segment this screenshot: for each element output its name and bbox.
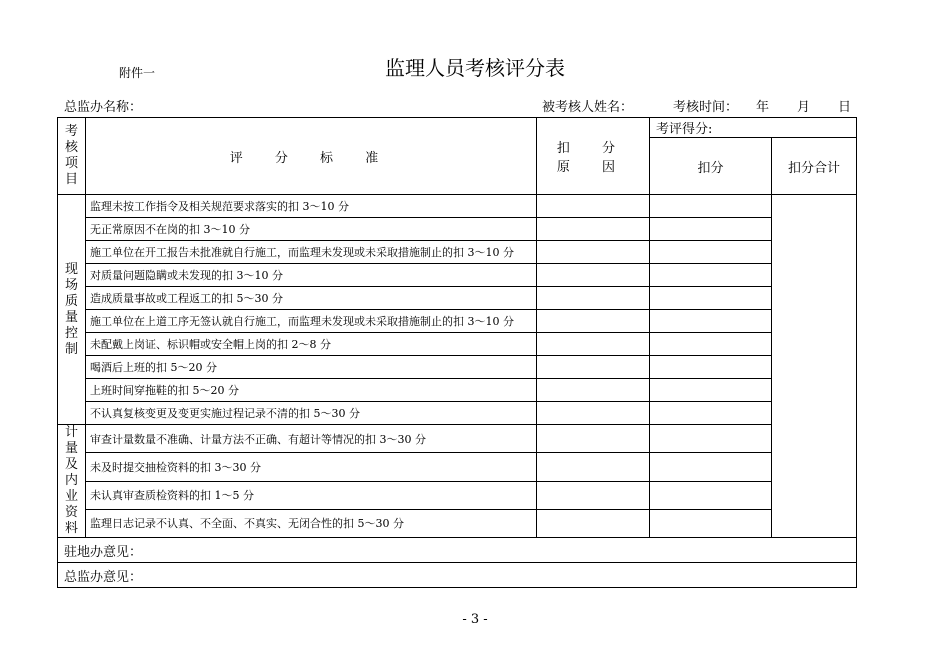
deduct-input[interactable] [650, 218, 772, 241]
reason-input[interactable] [537, 310, 650, 333]
table-row [58, 333, 857, 356]
year-label: 年 [756, 100, 770, 115]
reason-input[interactable] [537, 218, 650, 241]
attachment-label: 附件一 [119, 66, 156, 80]
criteria-cell: 未及时提交抽检资料的扣 3～30 分 [86, 453, 537, 481]
deduct-input[interactable] [650, 195, 772, 218]
deduct-input[interactable] [650, 333, 772, 356]
reason-input[interactable] [537, 241, 650, 264]
table-row [58, 481, 857, 509]
reason-input[interactable] [537, 264, 650, 287]
table-row [58, 402, 857, 425]
deduct-input[interactable] [650, 402, 772, 425]
reason-input[interactable] [537, 402, 650, 425]
reason-input[interactable] [537, 287, 650, 310]
deduct-input[interactable] [650, 264, 772, 287]
category-cell: 计量及内业资料 [58, 425, 86, 538]
criteria-cell: 对质量问题隐瞒或未发现的扣 3～10 分 [86, 264, 537, 287]
deduct-input[interactable] [650, 481, 772, 509]
office-name-label: 总监办名称： [64, 100, 143, 115]
table-row [58, 453, 857, 481]
reason-input[interactable] [537, 481, 650, 509]
table-row [58, 356, 857, 379]
deduct-input[interactable] [650, 310, 772, 333]
table-row [58, 287, 857, 310]
page-number: - 3 - [462, 612, 488, 627]
month-label: 月 [797, 100, 811, 115]
deduct-header: 扣分 [650, 138, 772, 195]
table-row [58, 310, 857, 333]
reason-input[interactable] [537, 453, 650, 481]
resident-opinion-field[interactable]: 驻地办意见： [58, 538, 857, 563]
deduct-input[interactable] [650, 509, 772, 537]
deduct-input[interactable] [650, 287, 772, 310]
table-row [58, 195, 857, 218]
deduct-input[interactable] [650, 356, 772, 379]
reason-input[interactable] [537, 356, 650, 379]
criteria-cell: 未认真审查质检资料的扣 1～5 分 [86, 481, 537, 509]
reason-header: 扣 分 原 因 [537, 118, 650, 195]
chief-opinion-row [58, 563, 857, 588]
criteria-cell: 造成质量事故或工程返工的扣 5～30 分 [86, 287, 537, 310]
deduct-input[interactable] [650, 425, 772, 453]
category-header: 考核项目 [58, 118, 86, 195]
deduct-input[interactable] [650, 453, 772, 481]
criteria-cell: 施工单位在上道工序无签认就自行施工，而监理未发现或未采取措施制止的扣 3～10 分 [86, 310, 537, 333]
table-header-row [58, 118, 857, 138]
criteria-cell: 上班时间穿拖鞋的扣 5～20 分 [86, 379, 537, 402]
evaluation-table [57, 117, 857, 588]
table-row [58, 218, 857, 241]
criteria-cell: 不认真复核变更及变更实施过程记录不清的扣 5～30 分 [86, 402, 537, 425]
resident-opinion-row [58, 538, 857, 563]
criteria-header: 评 分 标 准 [86, 118, 537, 195]
table-row [58, 264, 857, 287]
deduct-input[interactable] [650, 379, 772, 402]
table-row [58, 509, 857, 537]
deduct-total-header: 扣分合计 [772, 138, 857, 195]
criteria-cell: 喝酒后上班的扣 5～20 分 [86, 356, 537, 379]
criteria-cell: 未配戴上岗证、标识帽或安全帽上岗的扣 2～8 分 [86, 333, 537, 356]
reason-input[interactable] [537, 379, 650, 402]
table-row [58, 425, 857, 453]
reason-input[interactable] [537, 333, 650, 356]
examinee-name-label: 被考核人姓名： [542, 100, 634, 115]
day-label: 日 [838, 100, 852, 115]
page-title: 监理人员考核评分表 [385, 56, 565, 80]
criteria-cell: 施工单位在开工报告未批准就自行施工，而监理未发现或未采取措施制止的扣 3～10 分 [86, 241, 537, 264]
score-header: 考评得分: [650, 118, 857, 138]
chief-opinion-field[interactable]: 总监办意见： [58, 563, 857, 588]
reason-input[interactable] [537, 425, 650, 453]
table-row [58, 241, 857, 264]
deduct-total-input[interactable] [772, 195, 857, 538]
criteria-cell: 监理日志记录不认真、不全面、不真实、无闭合性的扣 5～30 分 [86, 509, 537, 537]
deduct-input[interactable] [650, 241, 772, 264]
exam-time-label: 考核时间： [673, 100, 739, 115]
category-cell: 现场质量控制 [58, 195, 86, 425]
criteria-cell: 监理未按工作指令及相关规范要求落实的扣 3～10 分 [86, 195, 537, 218]
reason-input[interactable] [537, 509, 650, 537]
table-row [58, 379, 857, 402]
reason-input[interactable] [537, 195, 650, 218]
criteria-cell: 审查计量数量不准确、计量方法不正确、有超计等情况的扣 3～30 分 [86, 425, 537, 453]
criteria-cell: 无正常原因不在岗的扣 3～10 分 [86, 218, 537, 241]
